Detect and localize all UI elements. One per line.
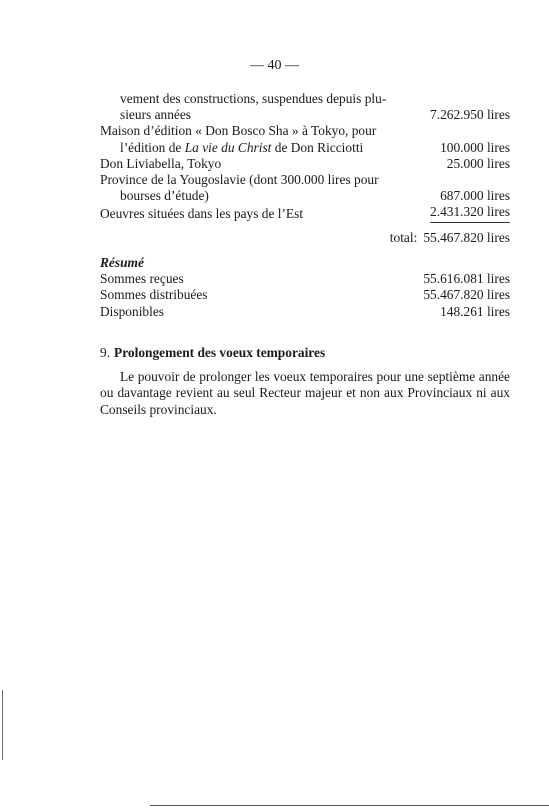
ledger-entry-line: Oeuvres situées dans les pays de l’Est: [100, 206, 304, 222]
summary-block: [100, 255, 510, 320]
ledger-entry-text: l’édition de: [120, 139, 185, 155]
ledger-entry-line: bourses d’étude): [120, 188, 209, 204]
ledger-entry: [100, 204, 510, 222]
book-title: La vie du Christ: [184, 139, 272, 155]
expense-ledger: [100, 91, 510, 246]
summary-row: [100, 304, 510, 320]
ledger-entry-line: vement des constructions, suspendues depuis plu-: [120, 91, 387, 106]
bottom-rule: [150, 805, 549, 806]
ledger-entry: [100, 172, 510, 204]
ledger-entry: [100, 91, 510, 123]
ledger-entry-line: sieurs années: [120, 107, 192, 123]
section-9: [100, 345, 510, 418]
ledger-entry-text: de Don Ricciotti: [271, 139, 364, 155]
ledger-amount: 25.000 lires: [446, 155, 510, 171]
summary-amount: 148.261 lires: [440, 303, 510, 319]
ledger-amount: 7.262.950 lires: [430, 107, 510, 123]
page-number: — 40 —: [250, 58, 299, 73]
ledger-entry: [100, 123, 510, 155]
ledger-entry-line: Maison d’édition « Don Bosco Sha » à Tokyo, pour: [100, 123, 377, 139]
summary-amount: 55.616.081 lires: [423, 271, 510, 287]
total-amount: 55.467.820 lires: [423, 229, 510, 245]
summary-title: Résumé: [100, 255, 144, 270]
ledger-entry-line: [100, 140, 440, 156]
ledger-entry-line: Don Liviabella, Tokyo: [100, 155, 222, 171]
ledger-amount: 2.431.320 lires: [430, 204, 510, 222]
ledger-entry: [100, 156, 510, 172]
section-heading: [100, 345, 510, 361]
summary-row: [100, 287, 510, 303]
ledger-amount: 100.000 lires: [440, 139, 510, 155]
section-paragraph: Le pouvoir de prolonger les voeux temporaires pour une septième année ou davantage revient au seul Recteur majeur et non aux Provinciaux ni aux Conseils provinciaux.: [100, 369, 510, 417]
summary-label: Disponibles: [100, 303, 164, 319]
scan-edge-mark: [2, 690, 3, 760]
section-number: 9.: [100, 345, 111, 360]
summary-label: Sommes distribuées: [100, 287, 208, 303]
ledger-amount: 687.000 lires: [440, 188, 510, 204]
summary-amount: 55.467.820 lires: [423, 287, 510, 303]
ledger-entry-line: Province de la Yougoslavie (dont 300.000 lires pour: [100, 172, 379, 188]
total-label: total:: [389, 229, 418, 245]
section-title: Prolongement des voeux temporaires: [114, 345, 326, 360]
ledger-total: [100, 230, 510, 246]
summary-label: Sommes reçues: [100, 271, 184, 287]
summary-row: [100, 271, 510, 287]
